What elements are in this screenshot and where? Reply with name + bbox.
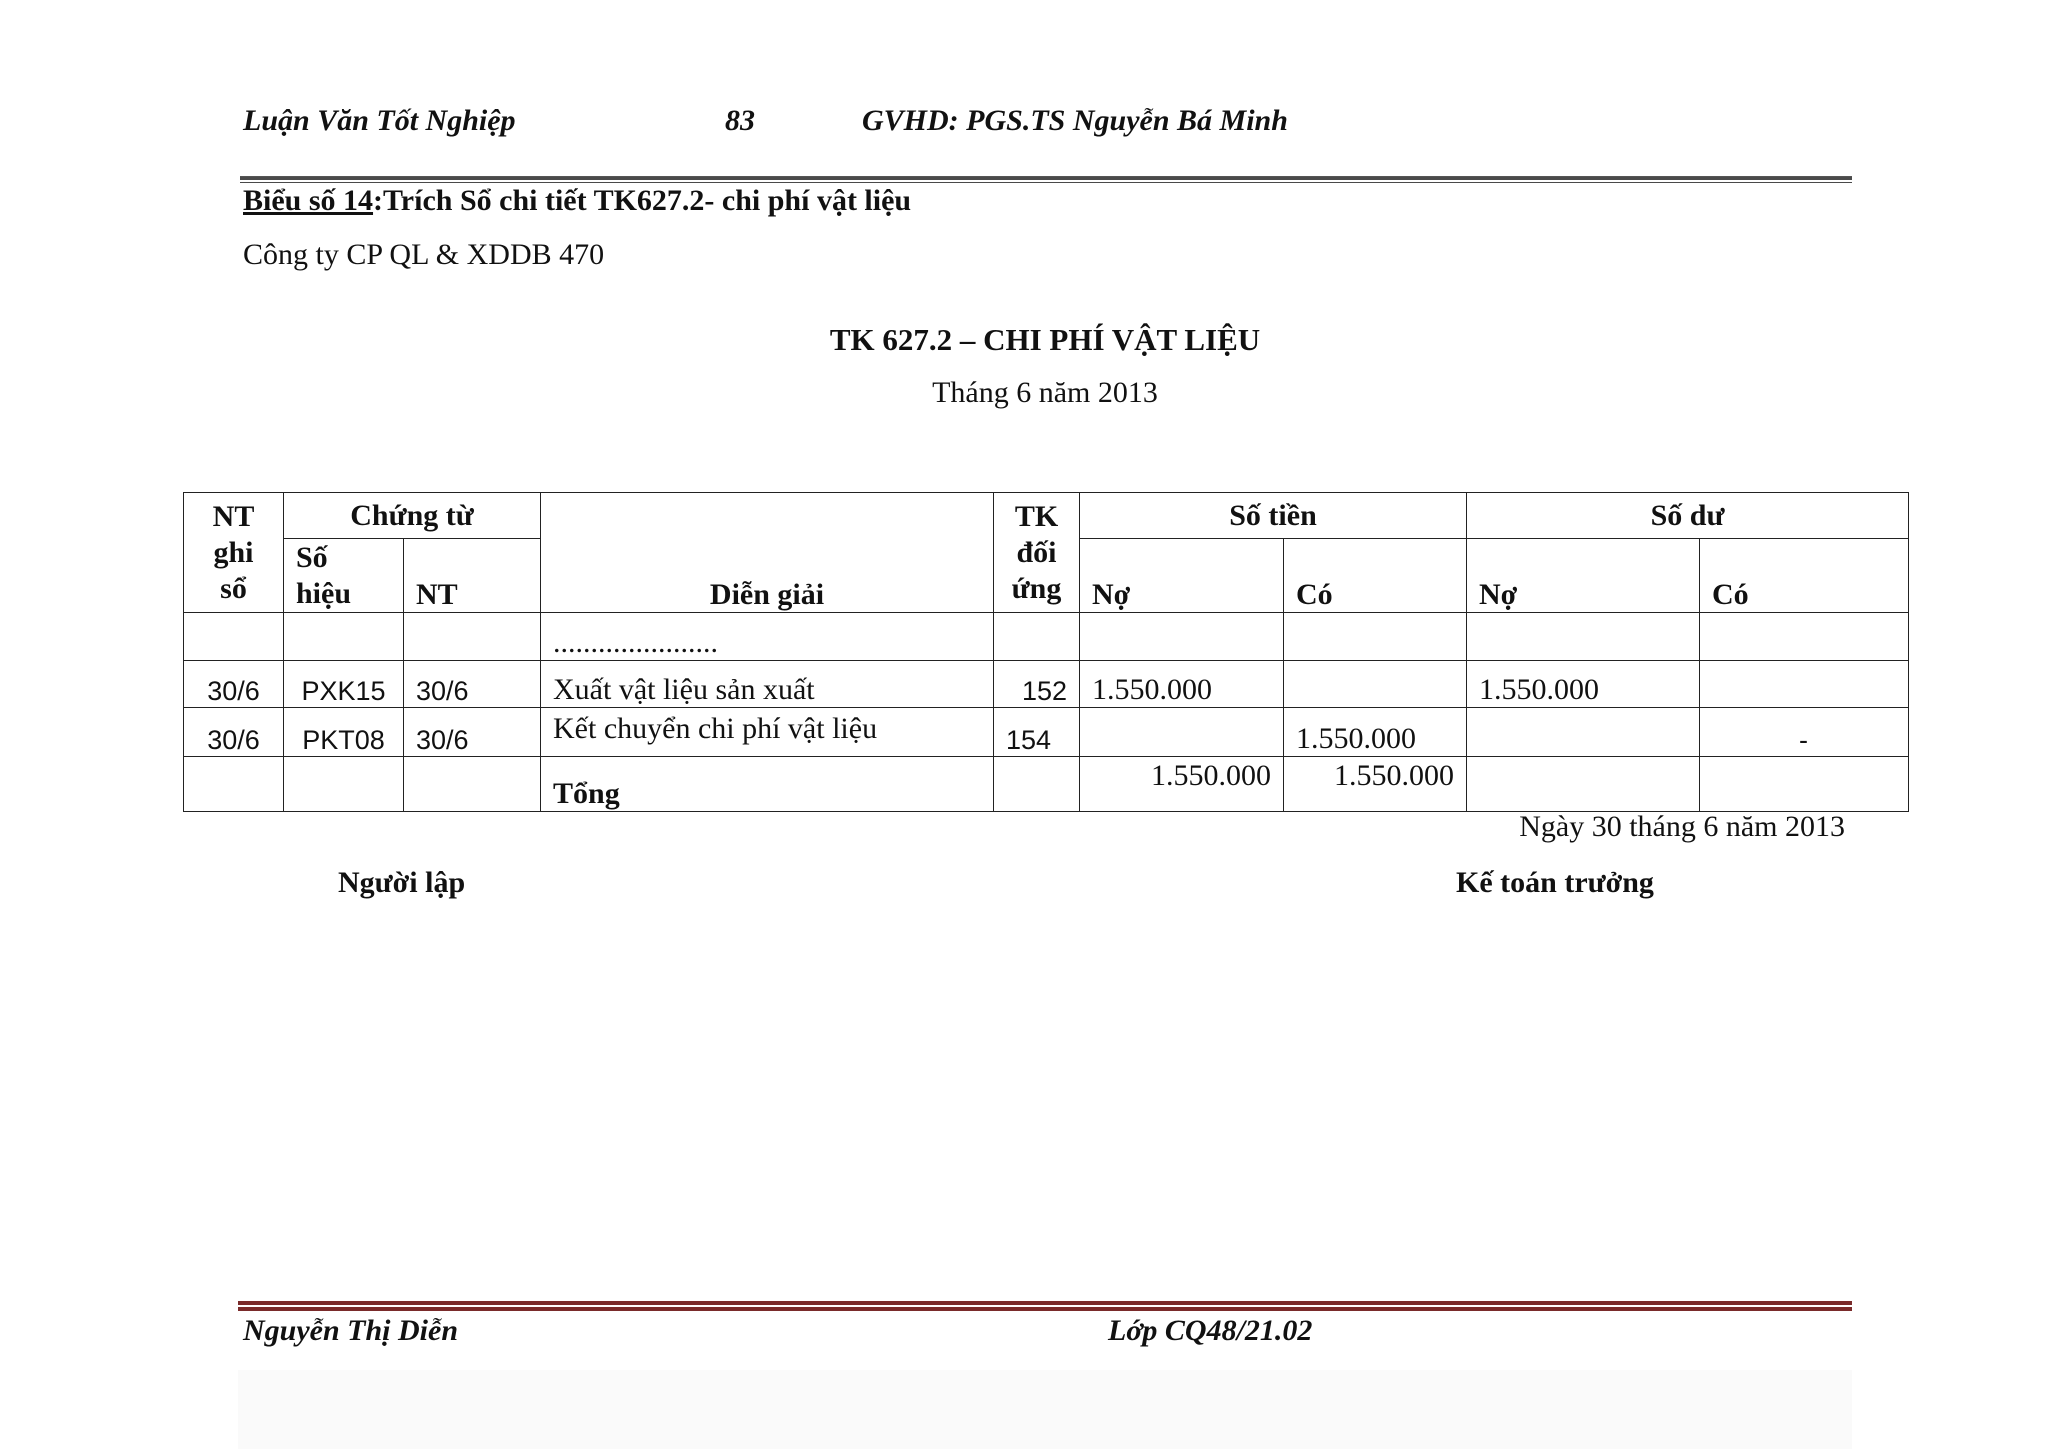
table-row-dots <box>184 613 1909 661</box>
total-no: 1.550.000 <box>1080 757 1284 812</box>
caption-text: :Trích Sổ chi tiết TK627.2- chi phí vật liệu <box>373 184 912 217</box>
header-doi: đối <box>1016 535 1057 569</box>
header-nt: NT <box>212 499 255 533</box>
cell-dien-giai: Kết chuyển chi phí vật liệu <box>541 708 994 757</box>
header-nt-sub: NT <box>404 539 541 613</box>
table-row <box>184 708 1909 757</box>
table-row <box>184 661 1909 708</box>
header-du-no: Nợ <box>1467 539 1700 613</box>
header-dien-giai: Diễn giải <box>541 493 994 613</box>
header-tien-co: Có <box>1284 539 1467 613</box>
header-rule-double <box>240 177 1852 183</box>
header-so: sổ <box>220 571 247 605</box>
cell-so-hieu: PXK15 <box>284 661 404 708</box>
dots-placeholder: ...................... <box>541 613 994 661</box>
total-co: 1.550.000 <box>1284 757 1467 812</box>
footer-class: Lớp CQ48/21.02 <box>1108 1314 1313 1347</box>
total-label: Tổng <box>541 757 994 812</box>
cell-du-co: - <box>1700 708 1909 757</box>
ledger-period: Tháng 6 năm 2013 <box>932 376 1158 409</box>
footer-shade <box>238 1370 1852 1449</box>
cell-tk: 152 <box>994 661 1080 708</box>
header-nt-ghi-so <box>184 493 284 613</box>
footer-rule <box>238 1301 1852 1311</box>
signature-preparer: Người lập <box>338 866 466 899</box>
header-so-du: Số dư <box>1467 493 1909 539</box>
cell-tk: 154 <box>994 708 1080 757</box>
cell-dien-giai: Xuất vật liệu sản xuất <box>541 661 994 708</box>
header-so-hieu <box>284 539 404 613</box>
cell-nt: 30/6 <box>184 708 284 757</box>
header-tk-doi-ung <box>994 493 1080 613</box>
header-ghi: ghi <box>213 535 254 569</box>
header-hieu: hiệu <box>296 577 352 610</box>
cell-tien-co: 1.550.000 <box>1284 708 1467 757</box>
header-so-tien: Số tiền <box>1080 493 1467 539</box>
cell-du-co <box>1700 661 1909 708</box>
company-name: Công ty CP QL & XDDB 470 <box>243 238 605 271</box>
header-ung: ứng <box>1011 571 1062 605</box>
cell-tien-co <box>1284 661 1467 708</box>
cell-ngay: 30/6 <box>404 661 541 708</box>
header-du-co: Có <box>1700 539 1909 613</box>
header-left: Luận Văn Tốt Nghiệp <box>243 104 516 137</box>
header-tien-no: Nợ <box>1080 539 1284 613</box>
sign-date: Ngày 30 tháng 6 năm 2013 <box>1519 810 1845 843</box>
cell-du-no <box>1467 708 1700 757</box>
caption-label: Biểu số 14 <box>243 184 374 217</box>
cell-so-hieu: PKT08 <box>284 708 404 757</box>
header-chung-tu: Chứng từ <box>284 493 541 539</box>
cell-du-no: 1.550.000 <box>1467 661 1700 708</box>
cell-tien-no: 1.550.000 <box>1080 661 1284 708</box>
page-number: 83 <box>725 104 755 137</box>
signature-chief-accountant: Kế toán trưởng <box>1456 866 1654 899</box>
cell-ngay: 30/6 <box>404 708 541 757</box>
table-caption <box>243 184 911 218</box>
ledger-title: TK 627.2 – CHI PHÍ VẬT LIỆU <box>829 322 1261 357</box>
footer-author: Nguyễn Thị Diễn <box>243 1314 459 1347</box>
header-tk: TK <box>1014 499 1059 533</box>
header-so-label: Số <box>296 541 328 574</box>
cell-tien-no <box>1080 708 1284 757</box>
total-row <box>184 757 1909 812</box>
cell-nt: 30/6 <box>184 661 284 708</box>
ledger-table <box>183 492 1909 812</box>
header-right: GVHD: PGS.TS Nguyễn Bá Minh <box>862 104 1288 137</box>
